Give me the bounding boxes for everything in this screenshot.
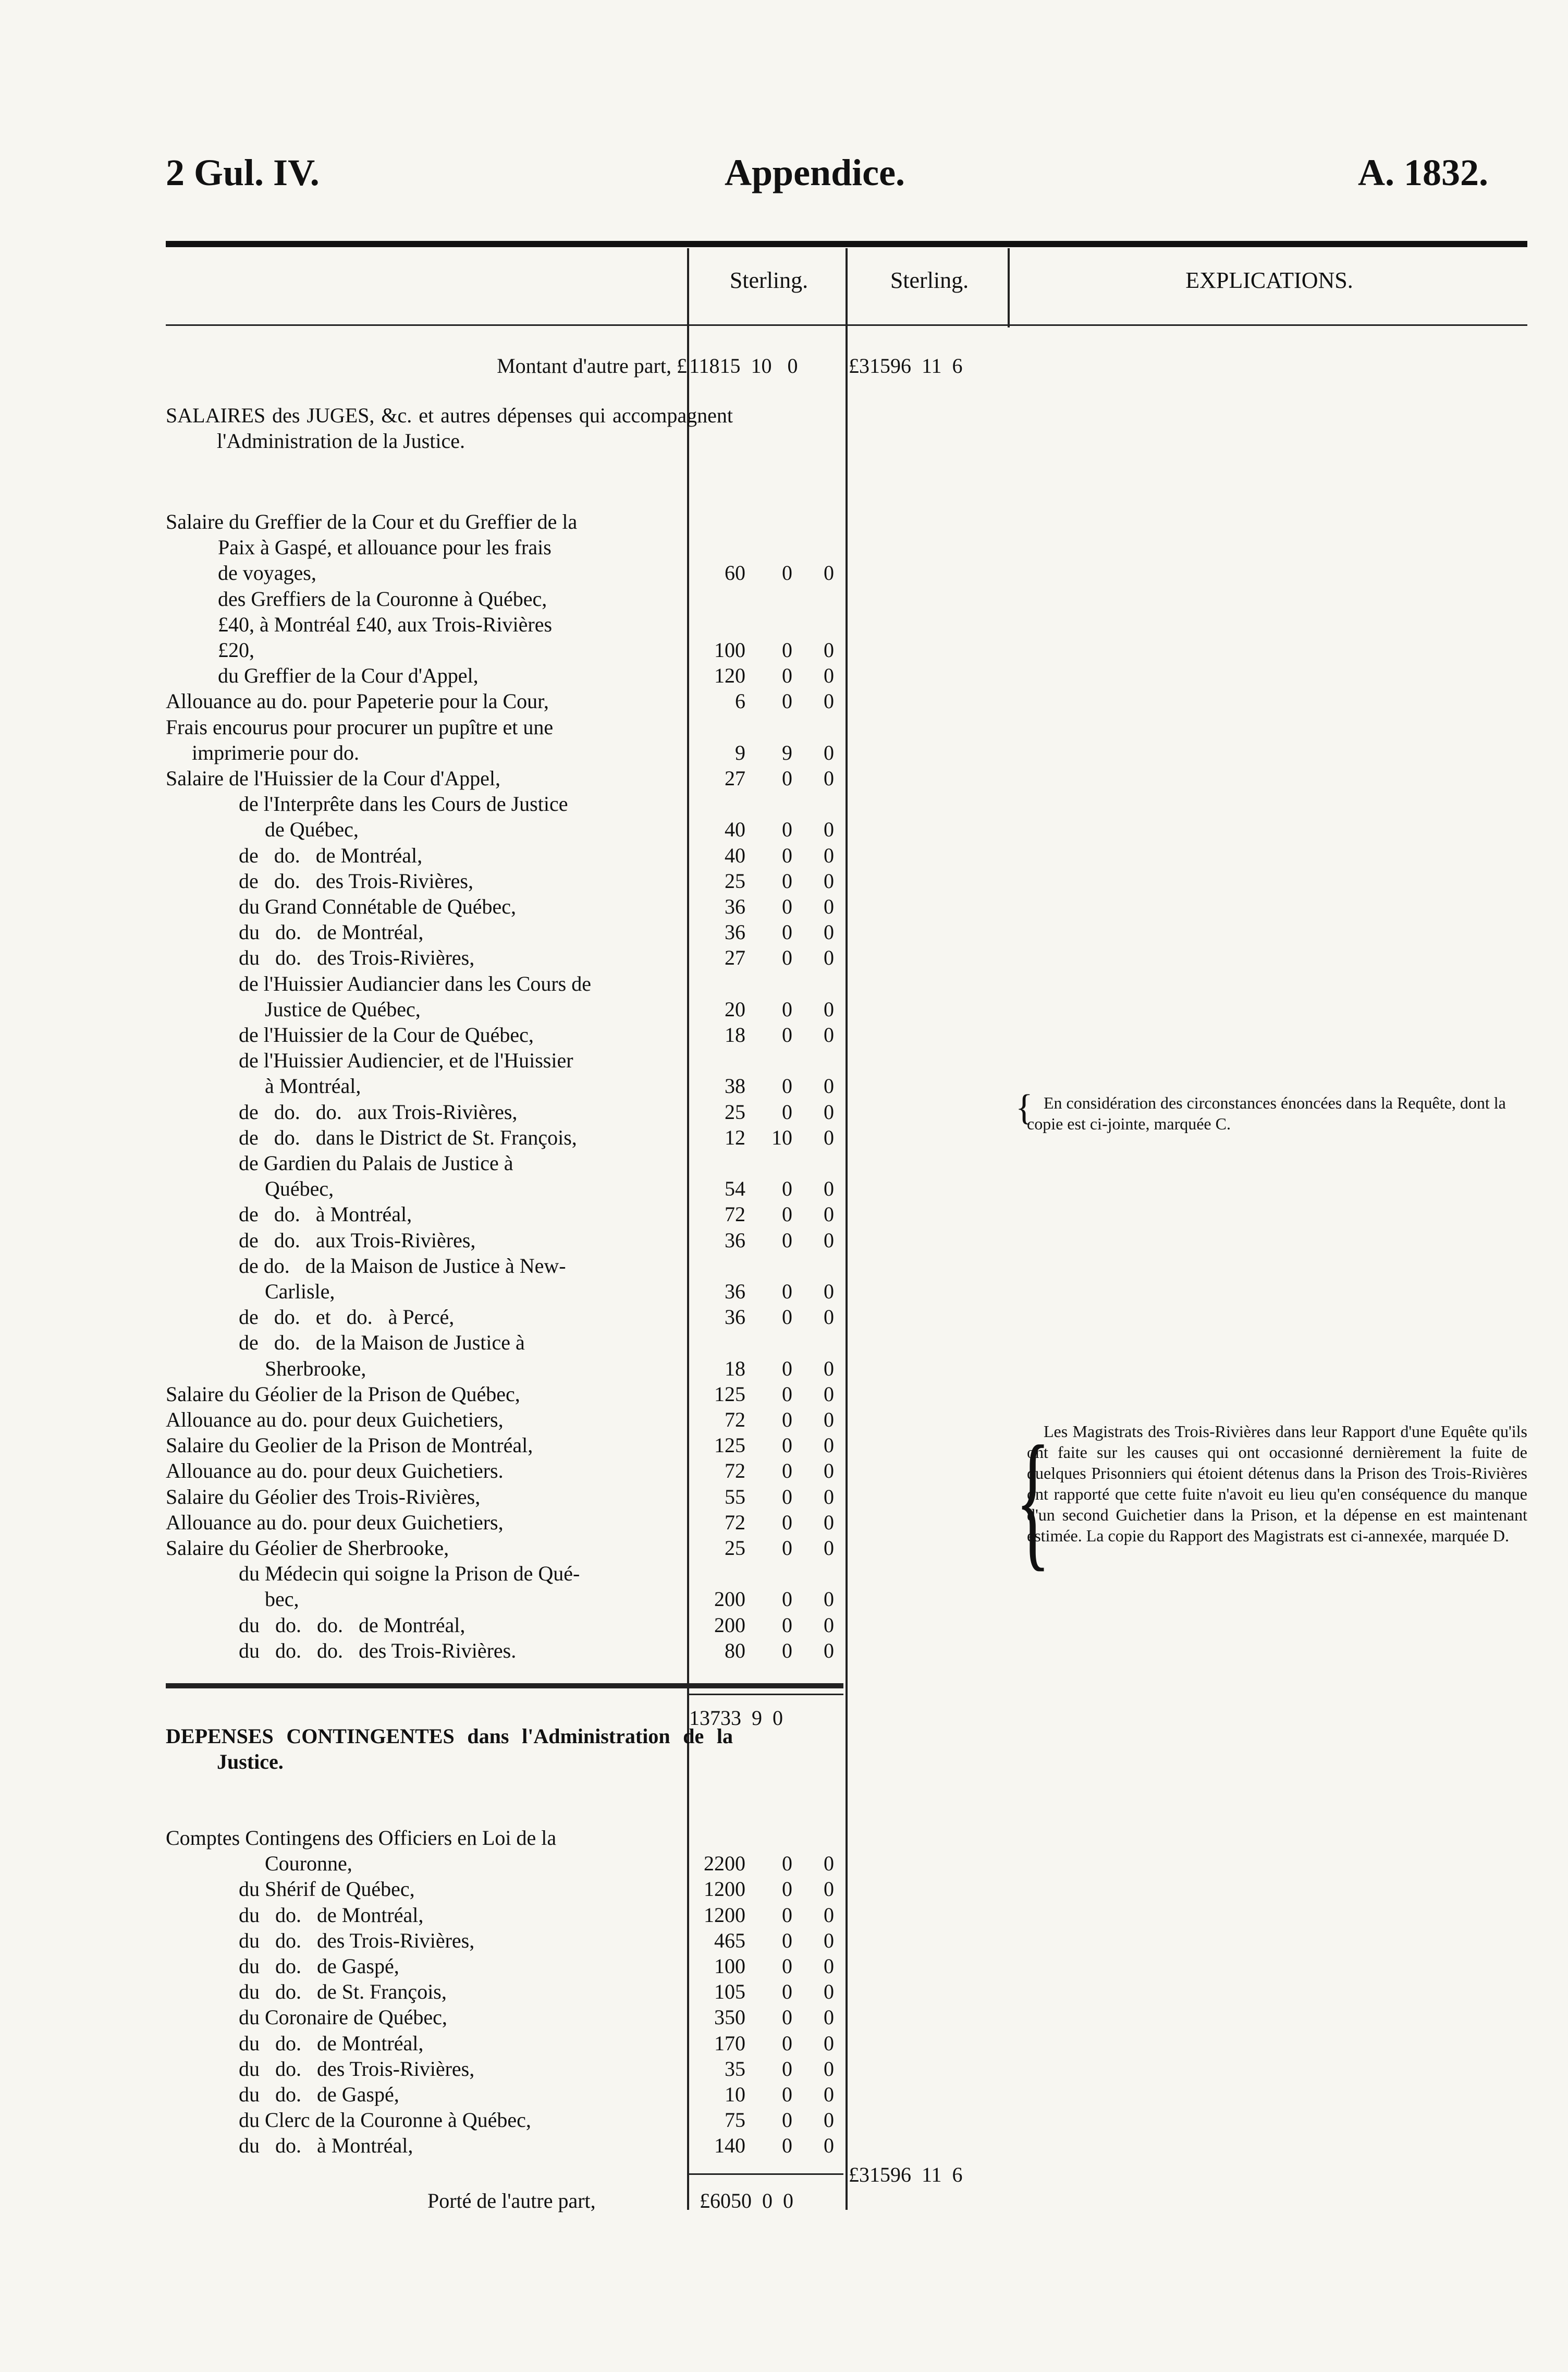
- row-description: de l'Huissier Audiancier dans les Cours de: [239, 971, 591, 995]
- row-pounds: 36: [725, 895, 745, 918]
- row-pounds: 25: [725, 1100, 745, 1124]
- row-shillings: 0: [782, 1485, 792, 1509]
- row-pounds: 10: [725, 2083, 745, 2106]
- row-pounds: 100: [714, 1954, 745, 1978]
- explication-note-2: Les Magistrats des Trois-Rivières dans leur Rapport d'une Equête qu'ils ont faite sur les causes qui ont occasionné dernièrement la fuite de quelques Prisonniers qui étoient détenus dans la Prison des Trois-Rivières ont rapporté que cette fuite n'avoit eu lieu qu'en conséquence du manque d'un second Guichetier dans la Prison, et la dépense en est maintenant estimée. La copie du Rapport des Magistrats est ci-annexée, marquée D.: [1027, 1422, 1527, 1545]
- row-description: du Médecin qui soigne la Prison de Qué-: [239, 1562, 580, 1586]
- subtotal-value: 13733 9 0: [689, 1706, 783, 1730]
- row-pounds: 72: [725, 1202, 745, 1226]
- row-description: bec,: [265, 1587, 299, 1611]
- row-pence: 0: [824, 2134, 834, 2158]
- column-divider-3: [1008, 248, 1010, 327]
- row-shillings: 0: [782, 1980, 792, 2004]
- row-pounds: 38: [725, 1074, 745, 1098]
- row-description: du Shérif de Québec,: [239, 1877, 415, 1901]
- row-pounds: 12: [725, 1125, 745, 1149]
- row-pounds: 125: [714, 1433, 745, 1457]
- row-pence: 0: [824, 895, 834, 918]
- row-pounds: 75: [725, 2108, 745, 2132]
- row-pounds: 120: [714, 664, 745, 688]
- row-shillings: 0: [782, 1202, 792, 1226]
- row-shillings: 0: [782, 1177, 792, 1201]
- row-pence: 0: [824, 1954, 834, 1978]
- row-shillings: 0: [782, 638, 792, 662]
- row-pence: 0: [824, 1485, 834, 1509]
- row-description: de do. de la Maison de Justice à: [239, 1331, 525, 1355]
- row-shillings: 9: [782, 740, 792, 764]
- row-description: à Montréal,: [265, 1074, 361, 1098]
- running-head-left: 2 Gul. IV.: [166, 152, 320, 193]
- subtotal-rule-thick: [166, 1683, 843, 1688]
- carried-in-col1: 11815 10 0: [689, 354, 798, 378]
- row-shillings: 0: [782, 1408, 792, 1431]
- row-shillings: 0: [782, 1954, 792, 1978]
- row-pence: 0: [824, 843, 834, 867]
- row-pounds: 72: [725, 1408, 745, 1431]
- row-description: de l'Interprête dans les Cours de Justice: [239, 792, 568, 816]
- carried-out-col1: £6050 0 0: [700, 2189, 793, 2212]
- row-description: de l'Huissier Audiencier, et de l'Huissier: [239, 1049, 573, 1073]
- row-description: Salaire du Greffier de la Cour et du Greffier de la: [166, 510, 578, 533]
- row-shillings: 0: [782, 1280, 792, 1303]
- row-shillings: 0: [782, 1100, 792, 1124]
- row-pence: 0: [824, 818, 834, 842]
- row-shillings: 0: [782, 1638, 792, 1662]
- row-pounds: 18: [725, 1023, 745, 1047]
- column-header-explications: EXPLICATIONS.: [1185, 267, 1353, 293]
- row-pence: 0: [824, 1074, 834, 1098]
- row-description: Salaire du Geolier de la Prison de Montréal,: [166, 1433, 533, 1457]
- row-pounds: 200: [714, 1587, 745, 1611]
- row-pence: 0: [824, 2057, 834, 2081]
- column-divider-1: [687, 248, 689, 2210]
- row-description: de do. do. aux Trois-Rivières,: [239, 1100, 518, 1124]
- row-pence: 0: [824, 1928, 834, 1952]
- column-header-rule: [166, 324, 1527, 326]
- row-pence: 0: [824, 2083, 834, 2106]
- row-pounds: 140: [714, 2134, 745, 2158]
- section-heading-salaires: SALAIRES des JUGES, &c. et autres dépenses qui accompagnent l'Administration de la Justice.: [166, 404, 733, 453]
- row-pounds: 55: [725, 1485, 745, 1509]
- row-shillings: 0: [782, 2134, 792, 2158]
- row-pence: 0: [824, 1459, 834, 1483]
- row-shillings: 0: [782, 1356, 792, 1380]
- row-description: de Québec,: [265, 818, 359, 842]
- row-description: Salaire du Géolier de la Prison de Québec,: [166, 1382, 520, 1406]
- carried-in-col2: £31596 11 6: [849, 354, 963, 378]
- row-description: du Coronaire de Québec,: [239, 2005, 447, 2029]
- row-pence: 0: [824, 1356, 834, 1380]
- row-pence: 0: [824, 1100, 834, 1124]
- column-divider-2: [846, 248, 848, 2210]
- row-description: Allouance au do. pour deux Guichetiers,: [166, 1408, 504, 1431]
- row-description: du Greffier de la Cour d'Appel,: [218, 664, 479, 688]
- row-pence: 0: [824, 689, 834, 713]
- row-description: Justice de Québec,: [265, 997, 421, 1021]
- row-description: Comptes Contingens des Officiers en Loi de la: [166, 1826, 557, 1850]
- row-pence: 0: [824, 664, 834, 688]
- row-pence: 0: [824, 1023, 834, 1047]
- row-shillings: 0: [782, 818, 792, 842]
- row-pounds: 20: [725, 997, 745, 1021]
- row-pence: 0: [824, 1305, 834, 1329]
- row-pounds: 6: [735, 689, 745, 713]
- row-shillings: 10: [771, 1125, 792, 1149]
- row-description: du do. do. de Montréal,: [239, 1613, 466, 1637]
- row-pounds: 18: [725, 1356, 745, 1380]
- row-pence: 0: [824, 1638, 834, 1662]
- row-description: Carlisle,: [265, 1280, 335, 1303]
- row-pence: 0: [824, 997, 834, 1021]
- carried-in-label: Montant d'autre part, £: [497, 354, 687, 378]
- subtotal-rule: [687, 1694, 843, 1695]
- row-shillings: 0: [782, 1305, 792, 1329]
- row-pounds: 60: [725, 561, 745, 585]
- row-shillings: 0: [782, 1536, 792, 1560]
- row-description: Québec,: [265, 1177, 334, 1201]
- running-head-title: Appendice.: [725, 152, 905, 193]
- row-pence: 0: [824, 1510, 834, 1534]
- row-description: de l'Huissier de la Cour de Québec,: [239, 1023, 534, 1047]
- row-shillings: 0: [782, 1433, 792, 1457]
- brace-note-1: {: [1015, 1088, 1033, 1128]
- row-shillings: 0: [782, 1459, 792, 1483]
- row-pence: 0: [824, 561, 834, 585]
- row-shillings: 0: [782, 997, 792, 1021]
- row-pence: 0: [824, 2108, 834, 2132]
- column-header-sterling-2: Sterling.: [890, 267, 969, 293]
- row-shillings: 0: [782, 664, 792, 688]
- row-shillings: 0: [782, 1510, 792, 1534]
- row-pounds: 200: [714, 1613, 745, 1637]
- explication-note-1: En considération des circonstances énoncées dans la Requête, dont la copie est ci-jointe, marquée C.: [1027, 1093, 1506, 1133]
- row-pence: 0: [824, 767, 834, 790]
- row-pounds: 35: [725, 2057, 745, 2081]
- row-shillings: 0: [782, 2083, 792, 2106]
- row-description: de do. dans le District de St. François,: [239, 1125, 577, 1149]
- row-pence: 0: [824, 1228, 834, 1252]
- header-rule: [166, 241, 1527, 247]
- row-pounds: 25: [725, 869, 745, 893]
- row-shillings: 0: [782, 2057, 792, 2081]
- row-pence: 0: [824, 1980, 834, 2004]
- brace-note-2: {: [1015, 1415, 1051, 1585]
- carried-out-col2: £31596 11 6: [849, 2163, 963, 2186]
- row-pence: 0: [824, 1280, 834, 1303]
- row-pounds: 36: [725, 1280, 745, 1303]
- row-pounds: 1200: [704, 1877, 745, 1901]
- row-description: de do. à Montréal,: [239, 1202, 412, 1226]
- row-pounds: 36: [725, 1228, 745, 1252]
- row-pence: 0: [824, 1177, 834, 1201]
- row-description: du do. de Gaspé,: [239, 2083, 399, 2106]
- row-pence: 0: [824, 869, 834, 893]
- row-shillings: 0: [782, 2108, 792, 2132]
- row-shillings: 0: [782, 1382, 792, 1406]
- row-description: du do. de Montréal,: [239, 920, 424, 944]
- row-description: Couronne,: [265, 1852, 352, 1876]
- row-pounds: 170: [714, 2031, 745, 2055]
- row-pence: 0: [824, 2005, 834, 2029]
- row-pounds: 100: [714, 638, 745, 662]
- row-pence: 0: [824, 638, 834, 662]
- running-head-year: A. 1832.: [1358, 152, 1488, 193]
- row-shillings: 0: [782, 1903, 792, 1927]
- row-pence: 0: [824, 946, 834, 970]
- row-pounds: 105: [714, 1980, 745, 2004]
- row-pence: 0: [824, 1382, 834, 1406]
- row-shillings: 0: [782, 843, 792, 867]
- row-description: du do. des Trois-Rivières,: [239, 1928, 475, 1952]
- carried-out-label: Porté de l'autre part,: [427, 2189, 596, 2212]
- section-heading-depenses: DEPENSES CONTINGENTES dans l'Administration de la Justice.: [166, 1724, 733, 1773]
- row-description: de do. et do. à Percé,: [239, 1305, 455, 1329]
- row-pence: 0: [824, 2031, 834, 2055]
- row-description: du Clerc de la Couronne à Québec,: [239, 2108, 531, 2132]
- row-description: £40, à Montréal £40, aux Trois-Rivières: [218, 612, 553, 636]
- row-description: du do. des Trois-Rivières,: [239, 2057, 475, 2081]
- row-description: de voyages,: [218, 561, 316, 585]
- row-pounds: 25: [725, 1536, 745, 1560]
- row-pence: 0: [824, 1903, 834, 1927]
- row-shillings: 0: [782, 1877, 792, 1901]
- row-pounds: 72: [725, 1459, 745, 1483]
- row-shillings: 0: [782, 1023, 792, 1047]
- row-shillings: 0: [782, 1228, 792, 1252]
- row-description: du do. de Montréal,: [239, 2031, 424, 2055]
- row-shillings: 0: [782, 2005, 792, 2029]
- row-shillings: 0: [782, 895, 792, 918]
- row-shillings: 0: [782, 2031, 792, 2055]
- row-description: Salaire du Géolier de Sherbrooke,: [166, 1536, 449, 1560]
- row-shillings: 0: [782, 1587, 792, 1611]
- row-shillings: 0: [782, 561, 792, 585]
- row-description: du do. de Montréal,: [239, 1903, 424, 1927]
- row-pounds: 36: [725, 920, 745, 944]
- row-description: de do. aux Trois-Rivières,: [239, 1228, 476, 1252]
- row-shillings: 0: [782, 920, 792, 944]
- row-description: du Grand Connétable de Québec,: [239, 895, 517, 918]
- row-pence: 0: [824, 1202, 834, 1226]
- row-pence: 0: [824, 1852, 834, 1876]
- column-header-sterling-1: Sterling.: [729, 267, 808, 293]
- row-pence: 0: [824, 1536, 834, 1560]
- row-pounds: 9: [735, 740, 745, 764]
- row-description: Sherbrooke,: [265, 1356, 366, 1380]
- row-pounds: 465: [714, 1928, 745, 1952]
- row-pence: 0: [824, 1587, 834, 1611]
- row-shillings: 0: [782, 767, 792, 790]
- row-pounds: 40: [725, 818, 745, 842]
- row-description: Allouance au do. pour deux Guichetiers,: [166, 1510, 504, 1534]
- row-pence: 0: [824, 1613, 834, 1637]
- row-pounds: 80: [725, 1638, 745, 1662]
- row-description: imprimerie pour do.: [192, 740, 360, 764]
- row-pounds: 1200: [704, 1903, 745, 1927]
- row-description: du do. do. des Trois-Rivières.: [239, 1638, 517, 1662]
- row-pounds: 125: [714, 1382, 745, 1406]
- row-pounds: 54: [725, 1177, 745, 1201]
- row-pounds: 2200: [704, 1852, 745, 1876]
- row-shillings: 0: [782, 1074, 792, 1098]
- row-description: des Greffiers de la Couronne à Québec,: [218, 587, 547, 611]
- row-pence: 0: [824, 1433, 834, 1457]
- row-description: de do. de la Maison de Justice à New-: [239, 1254, 566, 1278]
- row-shillings: 0: [782, 689, 792, 713]
- row-shillings: 0: [782, 946, 792, 970]
- row-description: du do. de Gaspé,: [239, 1954, 399, 1978]
- row-description: Allouance au do. pour deux Guichetiers.: [166, 1459, 504, 1483]
- row-description: du do. de St. François,: [239, 1980, 447, 2004]
- row-description: de do. des Trois-Rivières,: [239, 869, 473, 893]
- row-description: de Gardien du Palais de Justice à: [239, 1151, 513, 1175]
- row-pounds: 27: [725, 767, 745, 790]
- row-description: du do. des Trois-Rivières,: [239, 946, 475, 970]
- total-rule: [687, 2173, 843, 2175]
- row-pounds: 40: [725, 843, 745, 867]
- row-pence: 0: [824, 1408, 834, 1431]
- row-pounds: 36: [725, 1305, 745, 1329]
- row-description: Salaire du Géolier des Trois-Rivières,: [166, 1485, 481, 1509]
- row-description: Allouance au do. pour Papeterie pour la Cour,: [166, 689, 549, 713]
- row-shillings: 0: [782, 869, 792, 893]
- row-pence: 0: [824, 920, 834, 944]
- row-pence: 0: [824, 1125, 834, 1149]
- row-shillings: 0: [782, 1613, 792, 1637]
- row-description: de do. de Montréal,: [239, 843, 423, 867]
- row-pounds: 72: [725, 1510, 745, 1534]
- row-description: Frais encourus pour procurer un pupître et une: [166, 715, 554, 739]
- row-shillings: 0: [782, 1852, 792, 1876]
- row-description: Paix à Gaspé, et allouance pour les frais: [218, 536, 552, 559]
- row-shillings: 0: [782, 1928, 792, 1952]
- row-pounds: 350: [714, 2005, 745, 2029]
- row-pounds: 27: [725, 946, 745, 970]
- row-pence: 0: [824, 1877, 834, 1901]
- row-description: du do. à Montréal,: [239, 2134, 413, 2158]
- row-pence: 0: [824, 740, 834, 764]
- row-description: Salaire de l'Huissier de la Cour d'Appel,: [166, 767, 501, 790]
- row-description: £20,: [218, 638, 254, 662]
